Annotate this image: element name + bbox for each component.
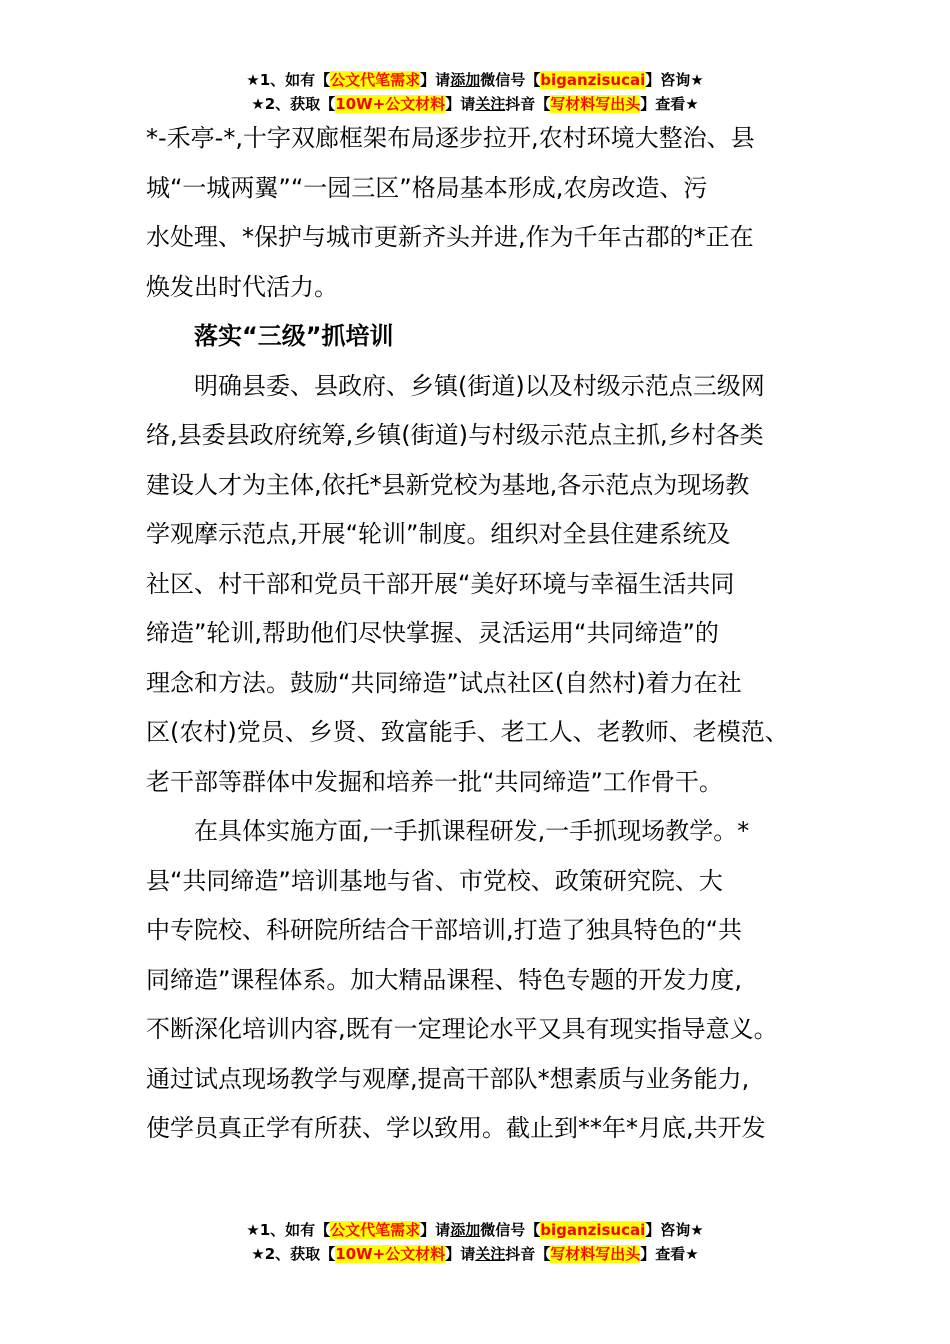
banner-underlined-text: 关注 bbox=[475, 1245, 506, 1263]
body-line: 通过试点现场教学与观摩,提高干部队*想素质与业务能力, bbox=[146, 1064, 750, 1093]
header-banner bbox=[0, 68, 950, 116]
body-line: 使学员真正学有所获、学以致用。截止到**年*月底,共开发 bbox=[146, 1114, 766, 1142]
banner-underlined-text: 关注 bbox=[475, 95, 506, 113]
banner-line-1 bbox=[0, 1218, 950, 1242]
body-line: 在具体实施方面,一手抓课程研发,一手抓现场教学。* bbox=[194, 817, 750, 845]
footer-banner bbox=[0, 1218, 950, 1266]
banner-line-1 bbox=[0, 68, 950, 92]
banner-text: 抖音【 bbox=[505, 1245, 551, 1263]
body-line: 城“一城两翼”“一园三区”格局基本形成,农房改造、污 bbox=[146, 173, 708, 202]
body-line: 老干部等群体中发掘和培养一批“共同缔造”工作骨干。 bbox=[146, 767, 723, 796]
banner-highlight: 写材料写出头 bbox=[550, 1245, 641, 1263]
body-line: 理念和方法。鼓励“共同缔造”试点社区(自然村)着力在社 bbox=[146, 668, 742, 697]
banner-highlight: 写材料写出头 bbox=[550, 95, 641, 113]
banner-highlight: 10W+公文材料 bbox=[335, 1245, 446, 1263]
body-line: 社区、村干部和党员干部开展“美好环境与幸福生活共同 bbox=[146, 569, 735, 598]
body-line: 学观摩示范点,开展“轮训”制度。组织对全县住建系统及 bbox=[146, 520, 731, 548]
banner-text: 抖音【 bbox=[505, 95, 551, 113]
banner-text: 】咨询★ bbox=[645, 1221, 704, 1239]
banner-text: 】查看★ bbox=[640, 95, 699, 113]
body-line: 缔造”轮训,帮助他们尽快掌握、灵活运用“共同缔造”的 bbox=[146, 619, 719, 647]
banner-text: 】查看★ bbox=[640, 1245, 699, 1263]
body-line: 焕发出时代活力。 bbox=[146, 272, 338, 301]
body-line: 县“共同缔造”培训基地与省、市党校、政策研究院、大 bbox=[146, 866, 723, 895]
banner-highlight: 公文代笔需求 bbox=[330, 71, 421, 89]
banner-text: ★2、获取【 bbox=[251, 95, 336, 113]
banner-highlight: biganzisucai bbox=[540, 1221, 646, 1239]
document-body bbox=[146, 114, 826, 1154]
body-line: 水处理、*保护与城市更新齐头并进,作为千年古郡的*正在 bbox=[146, 223, 754, 251]
body-line: 不断深化培训内容,既有一定理论水平又具有现实指导意义。 bbox=[146, 1015, 778, 1043]
body-line: 区(农村)党员、乡贤、致富能手、老工人、老教师、老模范、 bbox=[146, 718, 789, 746]
banner-text: 】咨询★ bbox=[645, 71, 704, 89]
banner-text: 】请 bbox=[445, 1245, 476, 1263]
body-line: 中专院校、科研院所结合干部培训,打造了独具特色的“共 bbox=[146, 916, 743, 944]
banner-text: 】请 bbox=[420, 1221, 451, 1239]
banner-text: ★1、如有【 bbox=[246, 71, 331, 89]
banner-line-2 bbox=[0, 92, 950, 116]
body-line: 明确县委、县政府、乡镇(街道)以及村级示范点三级网 bbox=[194, 371, 765, 400]
body-line: 建设人才为主体,依托*县新党校为基地,各示范点为现场教 bbox=[146, 470, 750, 499]
banner-underlined-text: 添加 bbox=[450, 1221, 481, 1239]
banner-text: ★1、如有【 bbox=[246, 1221, 331, 1239]
banner-highlight: 10W+公文材料 bbox=[335, 95, 446, 113]
section-heading: 落实“三级”抓培训 bbox=[194, 322, 394, 350]
banner-highlight: 公文代笔需求 bbox=[330, 1221, 421, 1239]
banner-text: 】请 bbox=[420, 71, 451, 89]
banner-text: ★2、获取【 bbox=[251, 1245, 336, 1263]
banner-text: 微信号【 bbox=[480, 1221, 541, 1239]
body-line: 络,县委县政府统筹,乡镇(街道)与村级示范点主抓,乡村各类 bbox=[146, 421, 764, 449]
banner-text: 】请 bbox=[445, 95, 476, 113]
body-line: 同缔造”课程体系。加大精品课程、特色专题的开发力度, bbox=[146, 965, 743, 994]
banner-line-2 bbox=[0, 1242, 950, 1266]
body-line: *-禾亭-*,十字双廊框架布局逐步拉开,农村环境大整治、县 bbox=[146, 124, 755, 152]
banner-highlight: biganzisucai bbox=[540, 71, 646, 89]
banner-text: 微信号【 bbox=[480, 71, 541, 89]
banner-underlined-text: 添加 bbox=[450, 71, 481, 89]
